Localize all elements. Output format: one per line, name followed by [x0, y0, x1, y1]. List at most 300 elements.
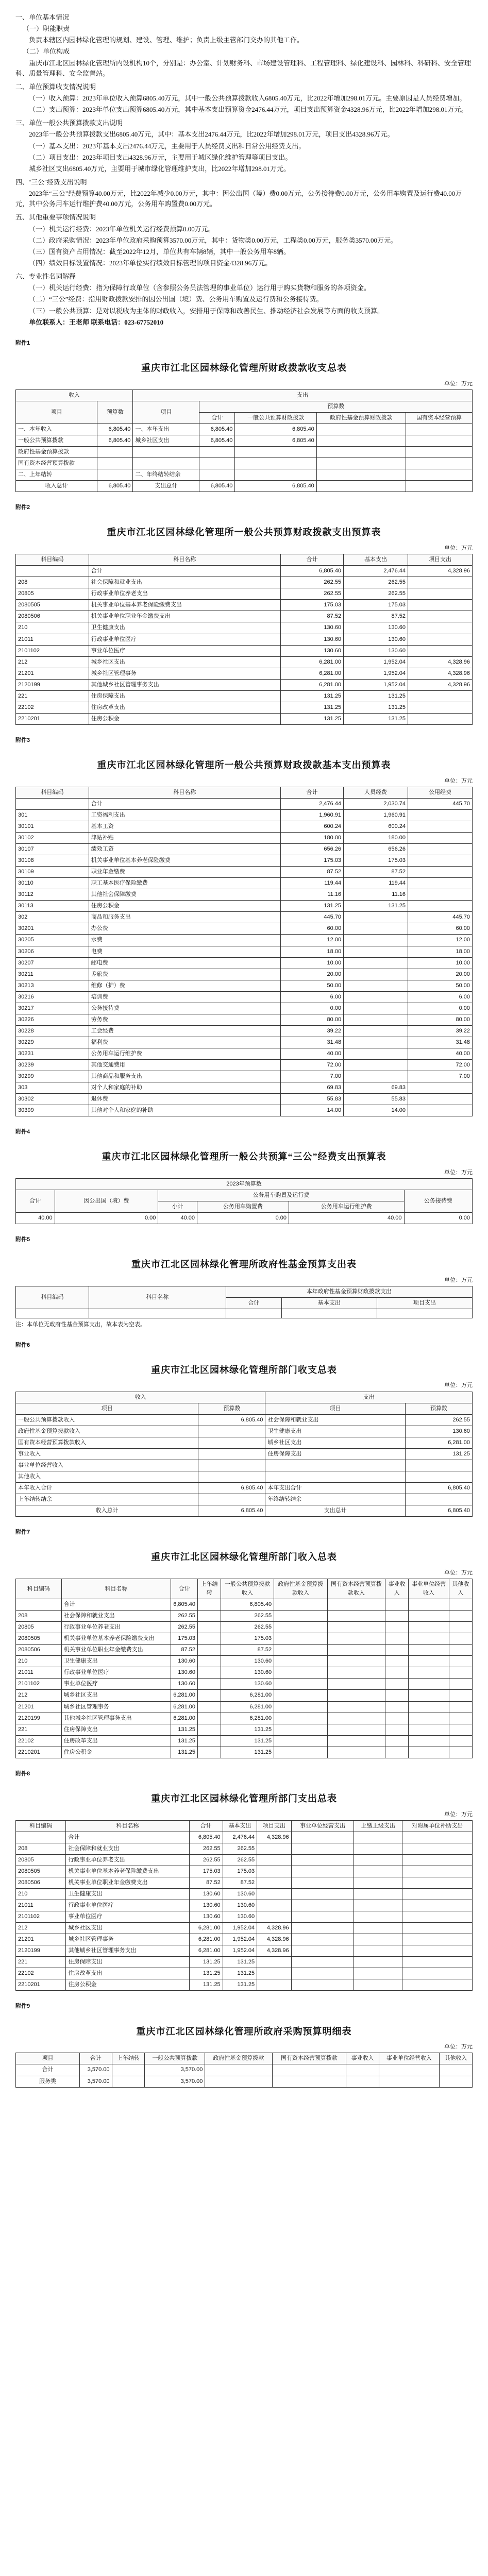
table-cell: 2080505	[16, 1633, 62, 1645]
table-cell	[406, 435, 472, 446]
table-cell: 城乡社区支出	[66, 1923, 189, 1934]
table-cell	[198, 1494, 265, 1505]
table-cell: 221	[16, 1957, 66, 1968]
table-row	[16, 1622, 473, 1633]
table-cell: 14.00	[344, 1105, 408, 1116]
table-cell	[291, 1934, 354, 1945]
table-row	[16, 600, 473, 611]
table-cell: 131.25	[221, 1724, 274, 1735]
table-cell: 城乡社区支出	[265, 1437, 405, 1448]
table-cell: 30399	[16, 1105, 89, 1116]
table-cell	[354, 1889, 402, 1900]
table-cell	[402, 1968, 473, 1979]
table-cell	[449, 1679, 472, 1690]
column-header: 科目编码	[16, 1579, 62, 1599]
table-cell: 住房改革支出	[89, 702, 280, 713]
table-cell: 21201	[16, 1701, 62, 1713]
table-cell: 131.25	[280, 713, 343, 724]
table-cell: 3,570.00	[145, 2076, 205, 2087]
table-cell: 72.00	[280, 1060, 343, 1071]
table-cell	[449, 1656, 472, 1667]
table-cell	[198, 1622, 221, 1633]
column-header: 预算数	[405, 1403, 472, 1414]
table-cell	[344, 923, 408, 935]
table-row	[16, 622, 473, 634]
attachment-4	[15, 1128, 473, 1224]
table-cell	[257, 1979, 291, 1991]
table-row	[16, 1414, 473, 1426]
table-cell: 差旅费	[89, 969, 280, 980]
paragraph-other-1: （一）机关运行经费：2023年单位机关运行经费预算0.00万元。	[29, 225, 215, 233]
table-cell: 175.03	[280, 600, 343, 611]
table-cell	[327, 1690, 385, 1701]
table-cell: 事业单位经营收入	[16, 1460, 198, 1471]
dept-income-table	[15, 1579, 473, 1758]
table-cell: 机关事业单位基本养老保险缴费支出	[61, 1633, 171, 1645]
table-row	[16, 969, 473, 980]
table-cell	[274, 1724, 328, 1735]
table-title: 重庆市江北区园林绿化管理所部门收支总表	[151, 1364, 337, 1375]
table-cell	[354, 1957, 402, 1968]
table-cell: 对个人和家庭的补助	[89, 1082, 280, 1094]
table-cell	[379, 2064, 440, 2076]
table-cell	[235, 469, 316, 481]
table-row	[16, 957, 473, 969]
table-cell	[257, 1957, 291, 1968]
table-cell	[354, 1854, 402, 1866]
table-row	[16, 423, 473, 435]
table-cell	[291, 1968, 354, 1979]
table-cell: 社会保障和就业支出	[66, 1843, 189, 1854]
table-cell	[205, 2076, 272, 2087]
table-cell: 1,960.91	[344, 809, 408, 821]
table-cell: 208	[16, 1611, 62, 1622]
table-cell: 6,805.40	[198, 1482, 265, 1494]
table-cell: 6,281.00	[405, 1437, 472, 1448]
table-cell: 其他城乡社区管理事务支出	[61, 1713, 171, 1724]
basic-expense-table	[15, 787, 473, 1116]
table-cell: 收入总计	[16, 1505, 198, 1516]
table-cell: 0.00	[408, 1003, 473, 1014]
table-cell	[198, 1747, 221, 1758]
column-header: 上缴上级支出	[354, 1820, 402, 1832]
table-cell: 445.70	[280, 912, 343, 923]
table-cell	[112, 2064, 145, 2076]
table-cell	[291, 1843, 354, 1854]
table-cell	[291, 1923, 354, 1934]
table-cell	[408, 713, 473, 724]
table-cell	[402, 1889, 473, 1900]
column-header: 收入	[16, 1392, 265, 1403]
column-header: 项目	[265, 1403, 405, 1414]
table-cell	[354, 1843, 402, 1854]
table-cell: 0.00	[55, 1213, 158, 1224]
paragraph-gpb-3: （二）项目支出：2023年项目支出4328.96万元，主要用于城区绿化维护管理等项目支出。	[29, 153, 292, 161]
table-cell	[449, 1724, 472, 1735]
table-cell: 131.25	[171, 1735, 198, 1747]
table-cell: 30226	[16, 1014, 89, 1025]
table-row	[16, 798, 473, 809]
table-cell: 55.83	[280, 1094, 343, 1105]
table-cell: 210	[16, 1656, 62, 1667]
table-cell: 机关事业单位基本养老保险缴费支出	[89, 600, 280, 611]
table-cell: 政府性基金预算拨款	[16, 447, 97, 458]
table-cell	[406, 423, 472, 435]
table-cell: 22102	[16, 702, 89, 713]
table-cell	[354, 1900, 402, 1911]
table-cell: 6,281.00	[189, 1923, 223, 1934]
contact-line: 单位联系人：王老师 联系电话：023-67752010	[29, 318, 164, 326]
table-cell	[274, 1701, 328, 1713]
table-cell	[274, 1747, 328, 1758]
column-header: 合计	[226, 1298, 281, 1309]
table-cell: 10.00	[280, 957, 343, 969]
table-cell	[409, 1690, 449, 1701]
table-cell	[449, 1747, 472, 1758]
table-cell	[408, 645, 473, 656]
table-cell: 22102	[16, 1968, 66, 1979]
table-cell: 130.60	[344, 634, 408, 645]
table-cell: 30101	[16, 821, 89, 833]
table-row	[16, 588, 473, 600]
table-cell: 72.00	[408, 1060, 473, 1071]
table-cell: 4,328.96	[408, 566, 473, 577]
attachment-2	[15, 503, 473, 725]
table-row	[16, 1633, 473, 1645]
table-cell: 31.48	[280, 1037, 343, 1048]
table-note: 注：本单位无政府性基金预算支出，故本表为空表。	[15, 1321, 146, 1328]
table-cell: 18.00	[408, 946, 473, 957]
table-row	[16, 1645, 473, 1656]
table-cell: 年终结转结余	[265, 1494, 405, 1505]
table-cell: 工资福利支出	[89, 809, 280, 821]
table-row	[16, 577, 473, 588]
table-cell	[274, 1622, 328, 1633]
paragraph-gpb-4: 城乡社区支出6805.40万元，主要用于城市绿化管理维护支出，比2022年增加298.01万元。	[29, 164, 291, 173]
table-cell: 行政事业单位医疗	[89, 634, 280, 645]
table-cell: 210	[16, 1889, 66, 1900]
table-cell	[344, 1071, 408, 1082]
table-cell	[274, 1713, 328, 1724]
table-cell: 2120199	[16, 679, 89, 690]
table-cell	[316, 458, 406, 469]
table-cell	[235, 458, 316, 469]
table-cell: 180.00	[280, 833, 343, 844]
table-row	[16, 668, 473, 679]
table-cell	[257, 1911, 291, 1923]
table-cell: 6,805.40	[280, 566, 343, 577]
table-cell: 87.52	[280, 611, 343, 622]
table-cell	[449, 1667, 472, 1679]
table-cell: 6,805.40	[235, 481, 316, 492]
table-cell: 合计	[89, 798, 280, 809]
table-cell	[281, 1309, 377, 1318]
table-cell	[385, 1633, 409, 1645]
table-cell: 14.00	[280, 1105, 343, 1116]
table-cell: 6,805.40	[97, 481, 133, 492]
table-cell: 10.00	[408, 957, 473, 969]
table-cell: 445.70	[408, 798, 473, 809]
table-cell: 6,281.00	[171, 1701, 198, 1713]
table-cell: 6.00	[280, 991, 343, 1003]
column-header: 事业单位经营收入	[409, 1579, 449, 1599]
table-cell: 69.83	[280, 1082, 343, 1094]
table-cell	[449, 1599, 472, 1611]
table-cell: 262.55	[280, 577, 343, 588]
table-cell	[257, 1968, 291, 1979]
column-header: 预算数	[97, 401, 133, 423]
table-row	[16, 1025, 473, 1037]
table-cell: 6,281.00	[189, 1945, 223, 1957]
table-cell: 175.03	[344, 600, 408, 611]
column-header: 科目编码	[16, 787, 89, 798]
column-header: 事业单位经营收入	[379, 2053, 440, 2064]
table-cell: 22102	[16, 1735, 62, 1747]
attachment-label: 附件5	[15, 1236, 30, 1243]
table-cell: 1,952.04	[344, 656, 408, 668]
table-cell	[344, 991, 408, 1003]
table-cell: 30216	[16, 991, 89, 1003]
unit-label: 单位：万元	[444, 1170, 473, 1176]
attachment-1	[15, 339, 473, 492]
table-cell: 合计	[61, 1599, 171, 1611]
table-cell	[133, 458, 199, 469]
table-cell: 20805	[16, 588, 89, 600]
section-heading-other: 五、其他重要事项情况说明	[15, 213, 96, 222]
column-header: 2023年预算数	[16, 1179, 473, 1190]
column-header: 科目名称	[89, 554, 280, 566]
table-cell	[257, 1900, 291, 1911]
table-row	[16, 1713, 473, 1724]
column-header: 项目	[133, 401, 199, 423]
table-cell: 87.52	[221, 1645, 274, 1656]
table-cell: 4,328.96	[257, 1945, 291, 1957]
table-cell: 卫生健康支出	[66, 1889, 189, 1900]
table-cell: 40.00	[158, 1213, 197, 1224]
table-cell: 20805	[16, 1854, 66, 1866]
table-cell: 事业单位医疗	[89, 645, 280, 656]
table-cell: 30112	[16, 889, 89, 901]
table-cell: 2080505	[16, 600, 89, 611]
table-cell	[327, 1611, 385, 1622]
table-cell: 行政事业单位养老支出	[61, 1622, 171, 1633]
unit-label: 单位：万元	[444, 545, 473, 552]
column-header: 项目	[16, 401, 97, 423]
table-row	[16, 1014, 473, 1025]
table-cell: 卫生健康支出	[89, 622, 280, 634]
table-title: 重庆市江北区园林绿化管理所政府采购预算明细表	[136, 2026, 352, 2037]
table-cell: 商品和服务支出	[89, 912, 280, 923]
table-title: 重庆市江北区园林绿化管理所部门支出总表	[151, 1793, 337, 1804]
table-cell: 130.60	[189, 1911, 223, 1923]
table-cell: 4,328.96	[257, 1934, 291, 1945]
column-header: 支出	[265, 1392, 473, 1403]
table-cell: 6,805.40	[199, 481, 235, 492]
table-cell: 社会保障和就业支出	[61, 1611, 171, 1622]
table-row	[16, 1494, 473, 1505]
column-header: 科目编码	[16, 554, 89, 566]
table-cell: 支出总计	[265, 1505, 405, 1516]
table-cell: 国有资本经营预算拨款收入	[16, 1437, 198, 1448]
column-header: 公务用车运行维护费	[289, 1201, 404, 1213]
table-cell	[198, 1460, 265, 1471]
table-cell: 住房公积金	[89, 901, 280, 912]
attachment-label: 附件7	[15, 1529, 30, 1536]
column-header: 科目编码	[16, 1286, 89, 1309]
table-cell	[385, 1667, 409, 1679]
table-cell	[354, 1945, 402, 1957]
table-cell	[344, 946, 408, 957]
table-cell: 131.25	[405, 1448, 472, 1460]
table-cell	[16, 1599, 62, 1611]
table-cell: 6,805.40	[235, 423, 316, 435]
table-cell: 131.25	[171, 1724, 198, 1735]
table-cell: 87.52	[344, 611, 408, 622]
table-cell: 131.25	[344, 702, 408, 713]
table-cell: 电费	[89, 946, 280, 957]
table-cell: 6,805.40	[235, 435, 316, 446]
table-row	[16, 1048, 473, 1059]
table-cell: 21011	[16, 1900, 66, 1911]
table-cell	[291, 1911, 354, 1923]
table-cell: 二、上年结转	[16, 469, 97, 481]
table-cell	[385, 1701, 409, 1713]
table-cell: 城乡社区管理事务	[66, 1934, 189, 1945]
paragraph-sangong: 2023年“三公”经费预算40.00万元，比2022年减少0.00万元，其中：因公出国（境）费0.00万元，公务接待费0.00万元，公务用车购置及运行费40.00万元，其中公务用车运行维护费40.00万元，公务用车购置费0.00万元。	[15, 190, 462, 208]
column-header: 支出	[133, 389, 473, 401]
table-cell	[291, 1866, 354, 1877]
table-cell	[16, 798, 89, 809]
table-row	[16, 1854, 473, 1866]
table-cell	[316, 447, 406, 458]
table-cell	[346, 2076, 379, 2087]
table-cell	[327, 1645, 385, 1656]
attachment-8	[15, 1770, 473, 1991]
table-cell: 130.60	[171, 1667, 198, 1679]
table-cell: 1,952.04	[223, 1934, 257, 1945]
table-row	[16, 1611, 473, 1622]
section-heading-overview: 二、单位预算收支情况说明	[15, 82, 96, 91]
table-cell: 6,281.00	[171, 1690, 198, 1701]
table-cell	[327, 1679, 385, 1690]
table-cell: 130.60	[344, 645, 408, 656]
table-cell: 131.25	[189, 1979, 223, 1991]
table-cell	[402, 1900, 473, 1911]
table-cell: 0.00	[404, 1213, 472, 1224]
column-header: 上年结转	[112, 2053, 145, 2064]
table-cell: 130.60	[171, 1679, 198, 1690]
table-cell: 60.00	[408, 923, 473, 935]
table-cell: 2080506	[16, 1877, 66, 1888]
column-header: 预算数	[199, 401, 473, 412]
table-cell: 50.00	[280, 980, 343, 991]
table-row	[16, 1968, 473, 1979]
table-cell: 6,805.40	[171, 1599, 198, 1611]
subheading-structure: （二）单位构成	[23, 47, 70, 56]
table-cell	[198, 1448, 265, 1460]
table-cell	[402, 1877, 473, 1888]
table-row	[16, 1747, 473, 1758]
table-cell	[344, 1025, 408, 1037]
table-cell: 2,476.44	[223, 1832, 257, 1843]
table-cell: 40.00	[280, 1048, 343, 1059]
table-cell	[327, 1656, 385, 1667]
table-cell: 30206	[16, 946, 89, 957]
table-cell	[408, 809, 473, 821]
table-cell	[385, 1679, 409, 1690]
table-cell: 87.52	[280, 867, 343, 878]
table-row	[16, 821, 473, 833]
table-cell: 30201	[16, 923, 89, 935]
table-cell	[327, 1633, 385, 1645]
table-cell	[408, 622, 473, 634]
table-cell: 262.55	[223, 1854, 257, 1866]
sangong-table	[15, 1178, 473, 1224]
table-row	[16, 1213, 473, 1224]
table-cell: 6,805.40	[199, 435, 235, 446]
table-cell	[327, 1701, 385, 1713]
table-cell	[327, 1622, 385, 1633]
table-cell	[354, 1877, 402, 1888]
column-header: 事业收入	[385, 1579, 409, 1599]
table-cell: 国有资本经营预算拨款	[16, 458, 97, 469]
table-cell	[344, 980, 408, 991]
table-row	[16, 1656, 473, 1667]
table-cell: 130.60	[223, 1911, 257, 1923]
table-cell: 福利费	[89, 1037, 280, 1048]
table-cell: 事业收入	[16, 1448, 198, 1460]
table-cell: 30211	[16, 969, 89, 980]
table-cell	[409, 1633, 449, 1645]
table-cell: 262.55	[344, 577, 408, 588]
table-cell: 住房保障支出	[265, 1448, 405, 1460]
table-cell: 6,805.40	[198, 1414, 265, 1426]
attachment-label: 附件6	[15, 1342, 30, 1348]
table-cell: 行政事业单位养老支出	[89, 588, 280, 600]
table-cell	[198, 1656, 221, 1667]
table-cell: 131.25	[223, 1957, 257, 1968]
table-cell: 合计	[66, 1832, 189, 1843]
table-cell: 130.60	[405, 1426, 472, 1437]
table-cell: 4,328.96	[408, 679, 473, 690]
attachment-label: 附件8	[15, 1770, 30, 1777]
column-header: 小计	[158, 1201, 197, 1213]
table-cell	[449, 1622, 472, 1633]
table-cell: 城乡社区支出	[61, 1690, 171, 1701]
table-row	[16, 844, 473, 855]
table-row	[16, 1003, 473, 1014]
table-cell: 6,281.00	[280, 668, 343, 679]
table-row	[16, 1957, 473, 1968]
table-cell	[344, 957, 408, 969]
table-row	[16, 645, 473, 656]
table-row	[16, 889, 473, 901]
table-cell	[409, 1667, 449, 1679]
table-cell	[408, 600, 473, 611]
table-cell	[402, 1957, 473, 1968]
unit-label: 单位：万元	[444, 1811, 473, 1818]
table-cell: 本年收入合计	[16, 1482, 198, 1494]
table-row	[16, 935, 473, 946]
attachment-6	[15, 1341, 473, 1517]
column-header: 科目编码	[16, 1820, 66, 1832]
table-cell	[405, 1471, 472, 1482]
column-header: 公务接待费	[404, 1190, 472, 1213]
table-cell	[97, 447, 133, 458]
table-cell	[199, 458, 235, 469]
table-row	[16, 702, 473, 713]
table-cell: 119.44	[280, 878, 343, 889]
